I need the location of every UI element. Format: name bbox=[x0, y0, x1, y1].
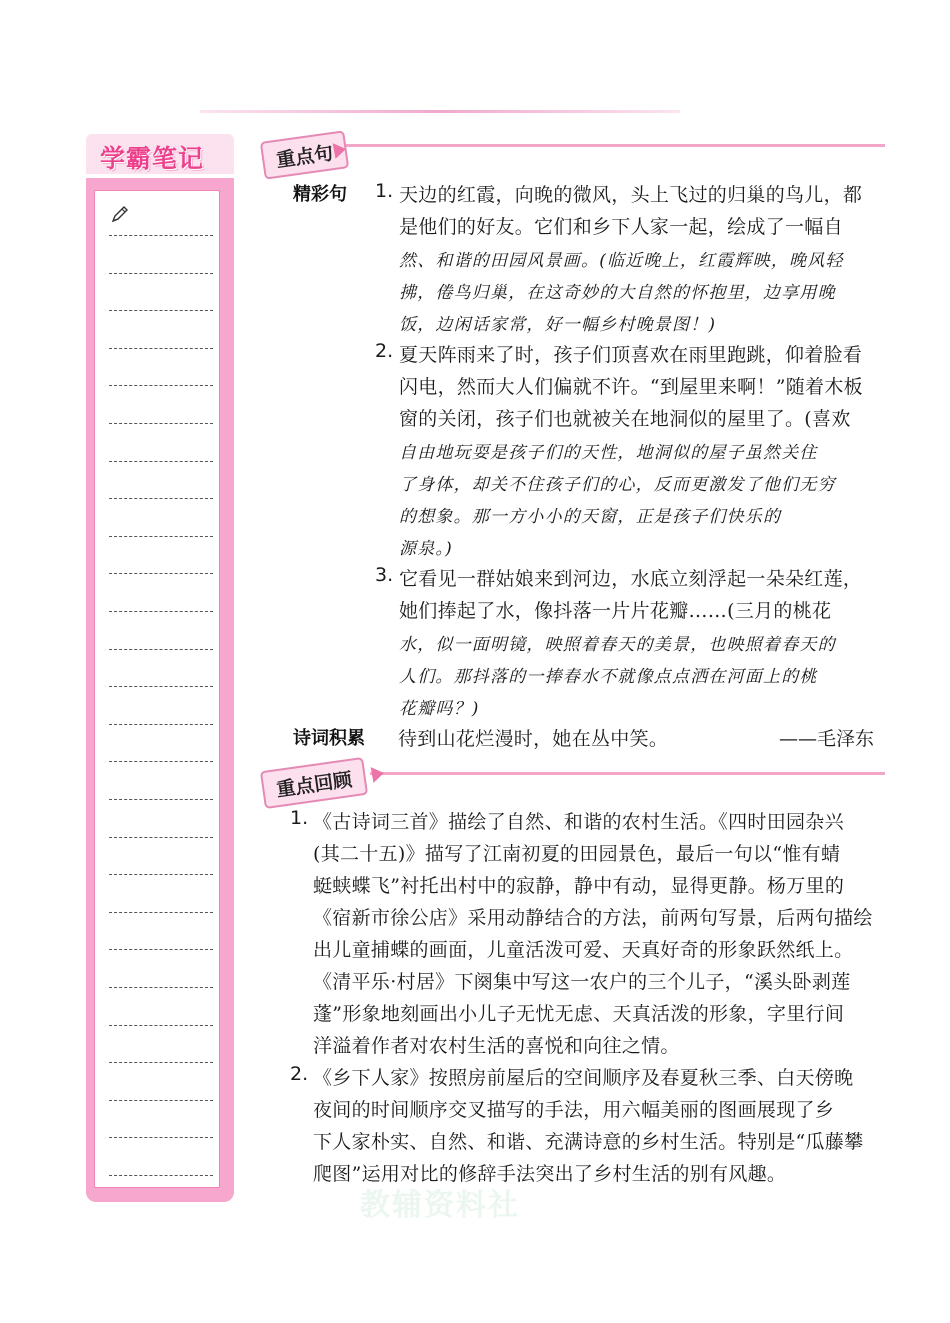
note-writing-line bbox=[109, 649, 213, 650]
key-sentence-note-line: 的想象。那一方小小的天窗，正是孩子们快乐的 bbox=[399, 507, 782, 527]
review-line: 《乡下人家》按照房前屋后的空间顺序及春夏秋三季、白天傍晚 bbox=[313, 1067, 854, 1089]
key-sentences-header-tip bbox=[333, 141, 348, 159]
key-sentence-number: 2. bbox=[375, 340, 394, 362]
note-writing-line bbox=[109, 385, 213, 386]
key-sentence-note-line: 了身体，却关不住孩子们的心，反而更激发了他们无穷 bbox=[399, 475, 836, 495]
key-sentence-note-line: 源泉。) bbox=[399, 539, 453, 559]
key-sentence-number: 1. bbox=[375, 180, 394, 202]
key-sentence-line: 她们捧起了水，像抖落一片片花瓣……(三月的桃花 bbox=[399, 600, 832, 622]
notes-paper bbox=[94, 190, 220, 1188]
key-sentence-note-line: 水，似一面明镜，映照着春天的美景，也映照着春天的 bbox=[399, 635, 836, 655]
key-sentence-note-line: 然、和谐的田园风景画。(临近晚上，红霞辉映，晚风轻 bbox=[399, 251, 844, 271]
review-header-tip bbox=[371, 765, 386, 783]
key-sentences-header: 重点句 bbox=[260, 130, 349, 179]
note-writing-line bbox=[109, 761, 213, 762]
key-sentence-line: 闪电，然而大人们偏就不许。“到屋里来啊！”随着木板 bbox=[399, 376, 863, 398]
note-writing-line bbox=[109, 1137, 213, 1138]
review-item-number: 2. bbox=[290, 1063, 309, 1085]
note-writing-line bbox=[109, 799, 213, 800]
notes-sidebar bbox=[86, 178, 234, 1202]
note-writing-line bbox=[109, 987, 213, 988]
note-writing-line bbox=[109, 686, 213, 687]
key-sentence-note-line: 花瓣吗？) bbox=[399, 699, 480, 719]
key-sentence-line: 它看见一群姑娘来到河边，水底立刻浮起一朵朵红莲， bbox=[399, 568, 863, 590]
note-writing-line bbox=[109, 724, 213, 725]
note-writing-line bbox=[109, 235, 213, 236]
top-decorative-rule bbox=[200, 110, 680, 113]
note-writing-line bbox=[109, 461, 213, 462]
pencil-icon bbox=[109, 203, 131, 225]
review-line: 《清平乐·村居》下阕集中写这一农户的三个儿子，“溪头卧剥莲 bbox=[313, 971, 851, 993]
review-header: 重点回顾 bbox=[260, 757, 368, 809]
key-sentence-number: 3. bbox=[375, 564, 394, 586]
review-line: 下人家朴实、自然、和谐、充满诗意的乡村生活。特别是“瓜藤攀 bbox=[313, 1131, 864, 1153]
review-line: (其二十五)》描写了江南初夏的田园景色，最后一句以“惟有蜻 bbox=[313, 843, 841, 865]
key-sentence-line: 夏天阵雨来了时，孩子们顶喜欢在雨里跑跳，仰着脸看 bbox=[399, 344, 863, 366]
note-writing-line bbox=[109, 611, 213, 612]
note-writing-line bbox=[109, 1062, 213, 1063]
key-sentence-note-line: 饭，边闲话家常，好一幅乡村晚景图！) bbox=[399, 315, 717, 335]
note-writing-line bbox=[109, 348, 213, 349]
note-writing-line bbox=[109, 573, 213, 574]
review-line: 出儿童捕蝶的画面，儿童活泼可爱、天真好奇的形象跃然纸上。 bbox=[313, 939, 854, 961]
key-sentence-line: 天边的红霞，向晚的微风，头上飞过的归巢的鸟儿，都 bbox=[399, 184, 863, 206]
note-writing-line bbox=[109, 1100, 213, 1101]
review-line: 蜓蛱蝶飞”衬托出村中的寂静，静中有动，显得更静。杨万里的 bbox=[313, 875, 845, 897]
key-sentence-note-line: 自由地玩耍是孩子们的天性，地洞似的屋子虽然关住 bbox=[399, 443, 818, 463]
review-line: 夜间的时间顺序交叉描写的手法，用六幅美丽的图画展现了乡 bbox=[313, 1099, 835, 1121]
review-line: 《古诗词三首》描绘了自然、和谐的农村生活。《四时田园杂兴 bbox=[313, 811, 844, 833]
note-writing-line bbox=[109, 912, 213, 913]
poem-text: 待到山花烂漫时，她在丛中笑。 bbox=[398, 728, 669, 750]
note-writing-line bbox=[109, 874, 213, 875]
review-header-line bbox=[370, 772, 885, 775]
note-writing-line bbox=[109, 949, 213, 950]
sidebar-title: 学霸笔记 bbox=[100, 144, 205, 173]
review-line: 洋溢着作者对农村生活的喜悦和向往之情。 bbox=[313, 1035, 680, 1057]
review-line: 蓬”形象地刻画出小儿子无忧无虑、天真活泼的形象，字里行间 bbox=[313, 1003, 845, 1025]
highlight-label: 精彩句 bbox=[293, 184, 347, 205]
key-sentence-line: 是他们的好友。它们和乡下人家一起，绘成了一幅自 bbox=[399, 216, 843, 238]
review-item-number: 1. bbox=[290, 807, 309, 829]
note-writing-line bbox=[109, 536, 213, 537]
note-writing-line bbox=[109, 310, 213, 311]
poem-author: ——毛泽东 bbox=[779, 728, 875, 750]
key-sentences-header-line bbox=[330, 144, 885, 147]
watermark: 教辅资料社 bbox=[360, 1188, 520, 1223]
poem-label: 诗词积累 bbox=[293, 728, 365, 749]
note-writing-line bbox=[109, 1025, 213, 1026]
sidebar-title-box bbox=[86, 134, 234, 174]
review-line: 《宿新市徐公店》采用动静结合的方法，前两句写景，后两句描绘 bbox=[313, 907, 873, 929]
note-writing-line bbox=[109, 837, 213, 838]
review-line: 爬图”运用对比的修辞手法突出了乡村生活的别有风趣。 bbox=[313, 1163, 787, 1185]
note-writing-line bbox=[109, 498, 213, 499]
key-sentence-note-line: 拂，倦鸟归巢，在这奇妙的大自然的怀抱里，边享用晚 bbox=[399, 283, 836, 303]
key-sentence-line: 窗的关闭，孩子们也就被关在地洞似的屋里了。(喜欢 bbox=[399, 408, 851, 430]
note-writing-line bbox=[109, 423, 213, 424]
note-writing-line bbox=[109, 1175, 213, 1176]
note-writing-line bbox=[109, 273, 213, 274]
key-sentence-note-line: 人们。那抖落的一捧春水不就像点点洒在河面上的桃 bbox=[399, 667, 818, 687]
